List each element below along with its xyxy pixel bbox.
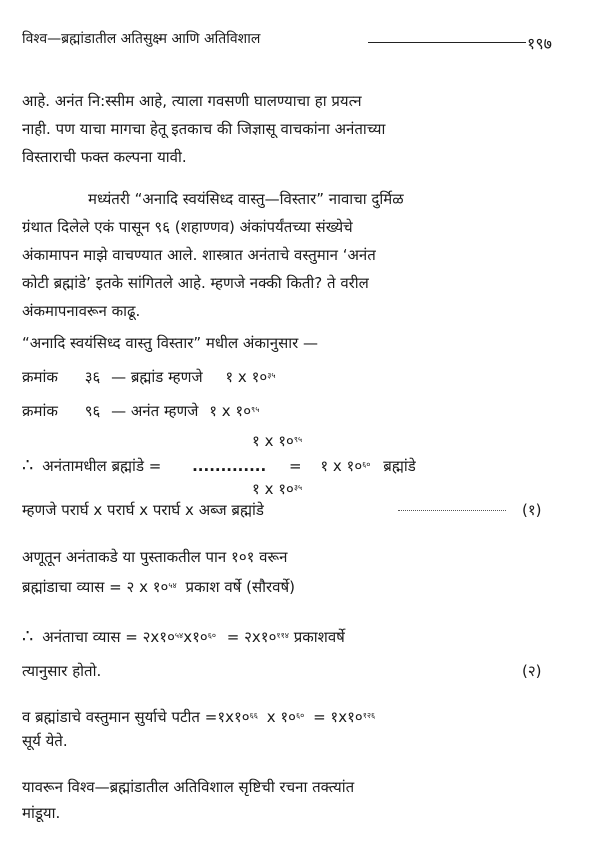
page-number: १९७ [527, 34, 552, 53]
surya-yete-line: सूर्य येते. [22, 732, 68, 750]
exponent-3: ११४ [276, 631, 289, 640]
vyas-unit: प्रकाश वर्षे (सौरवर्षे) [185, 578, 295, 596]
anant-vyas-eq: = २x१० [226, 628, 277, 646]
para1-line-2: नाही. पण याचा मागचा हेतू इतकाच की जिज्ञासू वाचकांना अनंताच्या [22, 120, 386, 138]
kramank-text: — ब्रह्मांड म्हणजे [111, 368, 203, 386]
para2-line-5: अंकमापनावरून काढू. [22, 302, 141, 320]
tyanusar-line: त्यानुसार होतो. [22, 662, 102, 680]
therefore-symbol: ∴ [22, 626, 34, 647]
para2-line-2: ग्रंथात दिलेले एकं पासून ९६ (शहाण्णव) अंकांपर्यंतच्या संख्येचे [22, 218, 353, 236]
kramank-exponent: ९५ [251, 405, 260, 414]
intro-line: “अनादि स्वयंसिध्द वास्तु विस्तार” मधील अंकानुसार — [22, 334, 319, 352]
result-unit: ब्रह्मांडे [383, 457, 416, 475]
anant-vyas-mid: x१० [183, 628, 208, 646]
exponent-3: १२६ [362, 711, 376, 720]
para1-line-1: आहे. अनंत नि:स्सीम आहे, त्याला गवसणी घालण्याचा हा प्रयत्न [22, 92, 362, 110]
fraction-eq: = [288, 457, 302, 475]
para2-line-3: अंकामापन माझे वाचण्यात आले. शास्त्रात अनंताचे वस्तुमान ‘अनंत [22, 246, 376, 264]
running-header-title: विश्व—ब्रह्मांडातील अतिसुक्ष्म आणि अतिविशाल [22, 31, 261, 47]
exponent-1: ५४ [174, 631, 184, 640]
exponent-2: ६० [295, 711, 305, 720]
anant-vyas-line [22, 628, 345, 649]
fraction-equation-line [22, 457, 416, 478]
kramank-text: — अनंत म्हणजे [111, 402, 199, 420]
paraardh-line: म्हणजे परार्घ x परार्घ x परार्घ x अब्ज ब्रह्मांडे [22, 501, 264, 519]
anutun-line: अणूतून अनंताकडे या पुस्ताकतील पान १०१ वरून [22, 548, 288, 566]
denominator-value: १ x १० [252, 480, 294, 498]
vastuman-eq: = १x१० [313, 708, 363, 726]
exponent-2: ६० [207, 631, 217, 640]
equation-number-2: (२) [522, 662, 542, 680]
kramank-value: १ x १० [225, 368, 268, 386]
anant-vyas-unit: प्रकाशवर्षे [293, 628, 345, 646]
para1-line-3: विस्ताराची फक्त कल्पना यावी. [22, 148, 187, 166]
result-exponent: ६० [362, 460, 371, 469]
vyas-text: ब्रह्मांडाचा व्यास = २ x १० [22, 578, 169, 596]
kramank-36-line [22, 368, 276, 389]
closing-line-1: यावरून विश्व—ब्रह्मांडातील अतिविशाल सृष्टिची रचना तक्त्यांत [22, 778, 355, 796]
vyas-exponent: ५४ [168, 581, 177, 590]
closing-line-2: मांडूया. [22, 804, 61, 822]
exponent-1: ६६ [249, 711, 258, 720]
fraction-denominator [252, 480, 302, 501]
fraction-lhs: अनंतामधील ब्रह्मांडे = [42, 457, 162, 475]
fraction-dots: ............. [192, 457, 267, 475]
vastuman-text: व ब्रह्मांडाचे वस्तुमान सुर्याचे पटीत =१x१० [22, 708, 250, 726]
vastuman-line [22, 708, 375, 729]
numerator-exponent: ९५ [293, 435, 303, 444]
kramank-value: १ x १० [209, 402, 252, 420]
kramank-label: क्रमांक [22, 368, 58, 386]
header-rule [368, 42, 526, 43]
equation-number-1: (१) [522, 501, 542, 519]
kramank-number: ३६ [84, 368, 101, 386]
kramank-exponent: ३५ [267, 371, 276, 380]
kramank-label: क्रमांक [22, 402, 58, 420]
leader-dots [398, 510, 506, 511]
para2-line-1: मध्यंतरी “अनादि स्वयंसिध्द वास्तु—विस्तार” नावाचा दुर्मिळ [88, 190, 404, 208]
kramank-number: ९६ [84, 402, 101, 420]
vastuman-mid: x १० [266, 708, 296, 726]
kramank-96-line [22, 402, 259, 423]
denominator-exponent: ३५ [293, 483, 303, 492]
numerator-value: १ x १० [252, 432, 294, 450]
fraction-numerator [252, 432, 302, 453]
anant-vyas-lhs: अनंताचा व्यास = २x१० [42, 628, 175, 646]
para2-line-4: कोटी ब्रह्मांडे’ इतके सांगितले आहे. म्हणजे नक्की किती? ते वरील [22, 274, 369, 292]
vyas-line [22, 578, 295, 599]
fraction-result: १ x १० [320, 457, 363, 475]
therefore-symbol: ∴ [22, 455, 34, 476]
